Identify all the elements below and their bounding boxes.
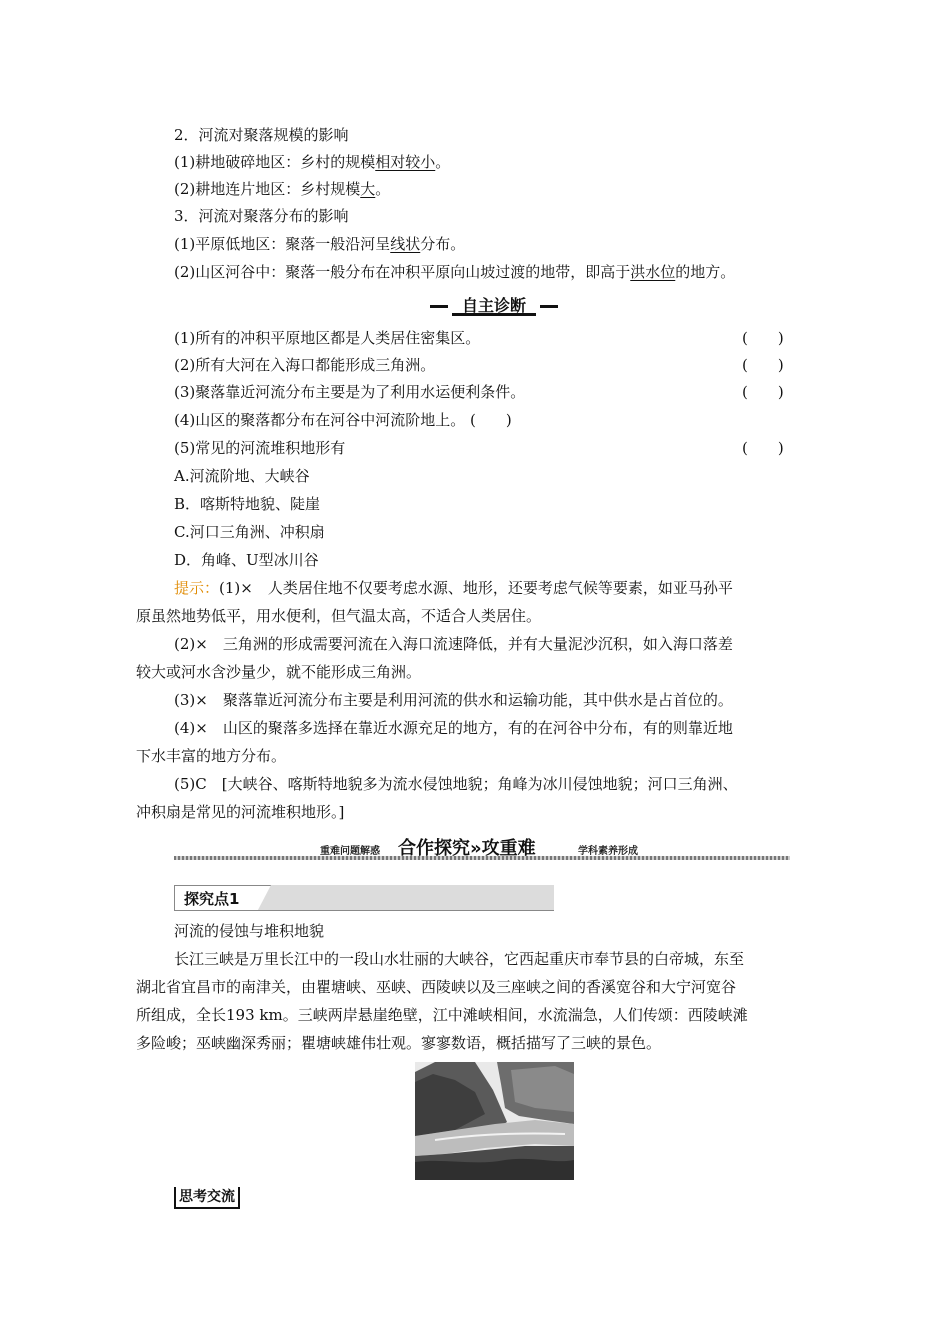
banner-text: 自主诊断 bbox=[452, 296, 536, 316]
answer-paren-1: ( ) bbox=[742, 329, 784, 347]
question-2: (2)所有大河在入海口都能形成三角洲。 bbox=[174, 356, 436, 374]
header-right-caption: 学科素养形成 bbox=[578, 846, 638, 857]
explore-topic: 河流的侵蚀与堆积地貌 bbox=[174, 922, 325, 940]
question-5: (5)常见的河流堆积地形有 bbox=[174, 439, 346, 457]
paragraph-line-2: 湖北省宜昌市的南津关，由瞿塘峡、巫峡、西陵峡以及三座峡之间的香溪宽谷和大宁河宽谷 bbox=[136, 978, 737, 996]
hint-4-line-1: (4)× 山区的聚落多选择在靠近水源充足的地方，有的在河谷中分布，有的则靠近地 bbox=[174, 719, 733, 737]
hint-2-line-1: (2)× 三角洲的形成需要河流在入海口流速降低，并有大量泥沙沉积，如入海口落差 bbox=[174, 635, 733, 653]
section2-item2: (2)耕地连片地区：乡村规模大。 bbox=[174, 180, 391, 198]
answer-paren-3: ( ) bbox=[742, 383, 784, 401]
question-3: (3)聚落靠近河流分布主要是为了利用水运便利条件。 bbox=[174, 383, 526, 401]
cooperative-inquiry-header bbox=[174, 834, 790, 864]
paragraph-line-1: 长江三峡是万里长江中的一段山水壮丽的大峡谷，它西起重庆市奉节县的白帝城，东至 bbox=[174, 950, 745, 968]
answer-paren-5: ( ) bbox=[742, 439, 784, 457]
banner-bar-left bbox=[430, 305, 448, 308]
option-d: D．角峰、U型冰川谷 bbox=[174, 551, 319, 569]
hint-1-line-2: 原虽然地势低平，用水便利，但气温太高，不适合人类居住。 bbox=[136, 607, 542, 625]
explore-point-tab bbox=[174, 885, 554, 911]
three-gorges-photo bbox=[415, 1062, 574, 1180]
section3-item1: (1)平原低地区：聚落一般沿河呈线状分布。 bbox=[174, 235, 466, 253]
hint-1-line-1: 提示：(1)× 人类居住地不仅要考虑水源、地形，还要考虑气候等要素，如亚马孙平 bbox=[174, 579, 733, 597]
three-gorges-photo-svg bbox=[415, 1062, 574, 1180]
option-b: B．喀斯特地貌、陡崖 bbox=[174, 495, 321, 513]
answer-paren-2: ( ) bbox=[742, 356, 784, 374]
question-1: (1)所有的冲积平原地区都是人类居住密集区。 bbox=[174, 329, 481, 347]
option-a: A.河流阶地、大峡谷 bbox=[174, 467, 310, 485]
question-4: (4)山区的聚落都分布在河谷中河流阶地上。 ( ) bbox=[174, 411, 512, 429]
hint-3: (3)× 聚落靠近河流分布主要是利用河流的供水和运输功能，其中供水是占首位的。 bbox=[174, 691, 733, 709]
hint-4-line-2: 下水丰富的地方分布。 bbox=[136, 747, 287, 765]
section3-title: 3．河流对聚落分布的影响 bbox=[174, 207, 349, 225]
banner-bar-right bbox=[540, 305, 558, 308]
think-discuss-tag: 思考交流 bbox=[174, 1187, 240, 1209]
tab-label: 探究点1 bbox=[184, 890, 240, 908]
section3-item2: (2)山区河谷中：聚落一般分布在冲积平原向山坡过渡的地带，即高于洪水位的地方。 bbox=[174, 263, 736, 281]
self-diagnosis-banner bbox=[430, 296, 558, 316]
hint-5-line-1: (5)C [大峡谷、喀斯特地貌多为流水侵蚀地貌；角峰为冰川侵蚀地貌；河口三角洲、 bbox=[174, 775, 738, 793]
hint-5-line-2: 冲积扇是常见的河流堆积地形。] bbox=[136, 803, 345, 821]
option-c: C.河口三角洲、冲积扇 bbox=[174, 523, 325, 541]
section2-title: 2．河流对聚落规模的影响 bbox=[174, 126, 349, 144]
section2-item1: (1)耕地破碎地区：乡村的规模相对较小。 bbox=[174, 153, 451, 171]
tab-underline bbox=[174, 910, 554, 911]
paragraph-line-4: 多险峻；巫峡幽深秀丽；瞿塘峡雄伟壮观。寥寥数语，概括描写了三峡的景色。 bbox=[136, 1034, 662, 1052]
hint-2-line-2: 较大或河水含沙量少，就不能形成三角洲。 bbox=[136, 663, 422, 681]
header-left-caption: 重难问题解惑 bbox=[320, 846, 380, 857]
hint-label: 提示： bbox=[174, 579, 220, 597]
paragraph-line-3: 所组成，全长193 km。三峡两岸悬崖绝壁，江中滩峡相间，水流湍急，人们传颂：西陵峡滩 bbox=[136, 1006, 748, 1024]
header-main-title: 合作探究»攻重难 bbox=[398, 838, 536, 859]
